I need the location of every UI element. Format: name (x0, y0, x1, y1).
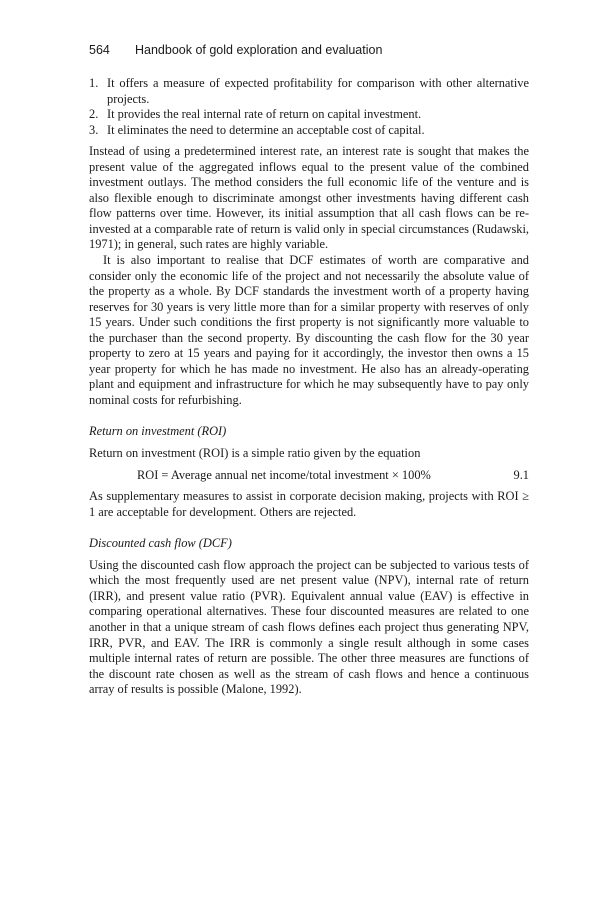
numbered-list (89, 76, 529, 138)
equation-roi (89, 468, 529, 484)
list-item-text: It offers a measure of expected profitability for comparison with other alternative projects. (107, 76, 529, 106)
list-item (89, 76, 529, 107)
list-item-text: It eliminates the need to determine an acceptable cost of capital. (107, 122, 425, 137)
paragraph-roi-after: As supplementary measures to assist in corporate decision making, projects with ROI ≥ 1 are acceptable for development. Others are rejected. (89, 489, 529, 519)
list-item-number: 2. (89, 107, 99, 122)
running-header (89, 43, 382, 57)
list-item-number: 1. (89, 76, 99, 90)
equation-number: 9.1 (513, 467, 529, 482)
list-item-text: It provides the real internal rate of return on capital investment. (107, 107, 422, 122)
page-number: 564 (89, 43, 110, 57)
paragraph-irr-method: Instead of using a predetermined interest rate, an interest rate is sought that makes the present value of the aggregated inflows equal to the present value of the combined investment outlays. The method considers the full economic life of the venture and is also flexible enough to discriminate amongst other investments having different cash flow patterns over time. However, its initial assumption that all cash flows can be re-invested at a comparable rate of return is valid only in special circumstances (Rudawski, 1971); in general, such rates are highly variable. (89, 144, 529, 252)
list-item (89, 123, 529, 139)
list-item-number: 3. (89, 122, 99, 137)
page-body (89, 76, 529, 698)
paragraph-dcf-body: Using the discounted cash flow approach the project can be subjected to various tests of which the most frequently used are net present value (NPV), internal rate of return (IRR), and present value ratio (PVR). Equivalent annual value (EAV) is effective in comparing operational alternatives. These four discounted measures are related to one another in that a unique stream of cash flows defines each project thus generating NPV, IRR, PVR, and EAV. The IRR is commonly a single result although in some cases multiple internal rates of return are possible. The other three measures are functions of the discount rate chosen as well as the stream of cash flows and hence a continuous array of results is possible (Malone, 1992). (89, 557, 529, 697)
running-title: Handbook of gold exploration and evaluation (135, 43, 383, 57)
list-item (89, 107, 529, 123)
section-heading-dcf: Discounted cash flow (DCF) (89, 536, 232, 551)
paragraph-roi-intro: Return on investment (ROI) is a simple ratio given by the equation (89, 446, 421, 461)
paragraph-dcf-worth: It is also important to realise that DCF estimates of worth are comparative and consider only the economic life of the project and not necessarily the absolute value of the property as a whole. By DCF standards the investment worth of a property having reserves for 30 years is very little more than for a similar property with reserves of only 15 years. Under such conditions the first property is not significantly more valuable to the purchaser than the second property. By discounting the cash flow for the 30 year property to zero at 15 years and paying for it accordingly, the investor then owns a 15 year property for which he has made no investment. He also has an already-operating plant and equipment and infrastructure for which he may subsequently have to pay only nominal costs for refurbishing. (89, 253, 529, 407)
equation-text: ROI = Average annual net income/total investment × 100% (137, 467, 431, 482)
section-heading-roi: Return on investment (ROI) (89, 424, 227, 439)
